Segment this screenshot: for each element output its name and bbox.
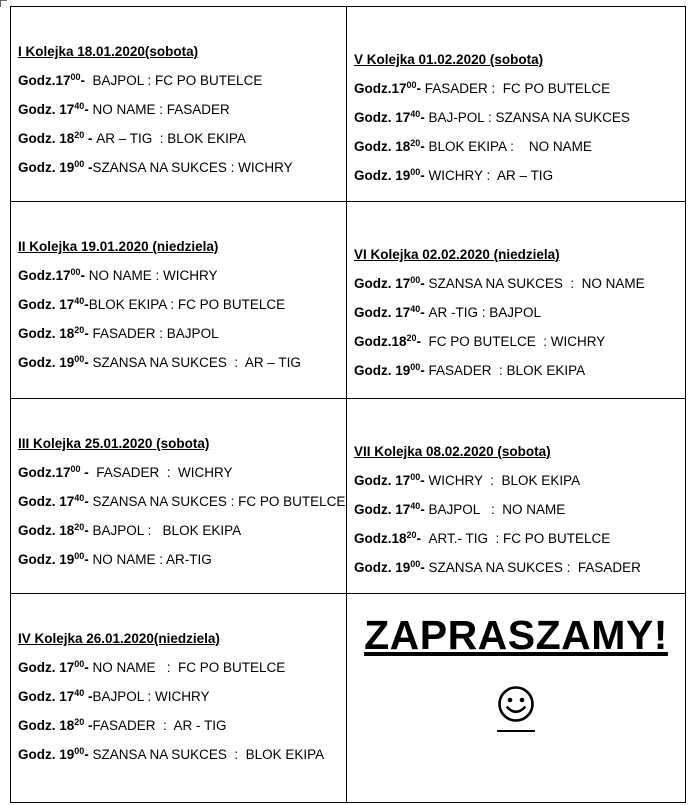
round-title: IV Kolejka 26.01.2020(niedziela) [18, 631, 220, 646]
match-time [18, 660, 93, 675]
match-line [18, 689, 346, 705]
match-separator: - [420, 502, 429, 517]
match-time [18, 297, 89, 312]
match-minutes: 00 [410, 472, 421, 482]
match-teams: ART.- TIG : FC PO BUTELCE [428, 531, 611, 546]
match-teams: FASADER : BLOK EKIPA [428, 363, 586, 378]
match-teams: SZANSA NA SUKCES : BLOK EKIPA [92, 747, 325, 762]
match-line [354, 139, 685, 155]
match-teams: FASADER : WICHRY [96, 465, 233, 480]
match-teams: AR -TIG : BAJPOL [428, 305, 542, 320]
match-line [18, 73, 346, 89]
match-line [354, 560, 685, 576]
match-minutes: 20 [74, 717, 85, 727]
match-line [18, 326, 346, 342]
match-hour: Godz. 19 [18, 160, 75, 175]
match-time [354, 305, 429, 320]
match-separator: - [420, 473, 429, 488]
round-cell [11, 202, 347, 399]
match-separator: - [416, 81, 425, 96]
match-hour: Godz. 19 [18, 355, 75, 370]
match-separator: - [420, 139, 429, 154]
match-time [18, 268, 89, 283]
match-separator: - [420, 363, 429, 378]
match-minutes: 00 [410, 559, 421, 569]
round-title: V Kolejka 01.02.2020 (sobota) [354, 52, 544, 67]
match-hour: Godz. 17 [18, 494, 75, 509]
smiley-face-icon [497, 685, 535, 732]
round-cell [11, 399, 347, 594]
match-line [354, 531, 685, 547]
match-hour: Godz. 19 [18, 552, 75, 567]
match-line [354, 305, 685, 321]
round-cell [11, 594, 347, 803]
match-teams: NO NAME : FASADER [92, 102, 230, 117]
match-separator: - [84, 660, 93, 675]
match-line [354, 473, 685, 489]
match-teams: NO NAME : FC PO BUTELCE [92, 660, 286, 675]
match-time [18, 747, 93, 762]
match-minutes: 00 [410, 167, 421, 177]
match-separator: - [84, 355, 93, 370]
match-hour: Godz. 18 [354, 139, 411, 154]
match-hour: Godz. 17 [354, 502, 411, 517]
match-time [18, 552, 93, 567]
match-time [18, 718, 93, 733]
match-time [18, 160, 93, 175]
match-hour: Godz. 17 [18, 660, 75, 675]
match-separator: - [420, 110, 429, 125]
match-minutes: 00 [74, 354, 85, 364]
match-line [18, 552, 346, 568]
match-hour: Godz. 18 [18, 523, 75, 538]
match-hour: Godz. 17 [18, 297, 75, 312]
match-time [18, 131, 96, 146]
match-teams: WICHRY : BLOK EKIPA [428, 473, 581, 488]
match-teams: BAJPOL : BLOK EKIPA [92, 523, 242, 538]
match-separator: - [420, 168, 429, 183]
match-time [354, 363, 429, 378]
match-teams: SZANSA NA SUKCES : FC PO BUTELCE [92, 494, 346, 509]
match-separator: - [420, 560, 429, 575]
match-time [18, 355, 93, 370]
match-separator: - [416, 531, 429, 546]
match-time [18, 523, 93, 538]
match-separator: - [80, 465, 97, 480]
round-title: VII Kolejka 08.02.2020 (sobota) [354, 444, 551, 459]
match-line [18, 718, 346, 734]
match-hour: Godz. 19 [354, 560, 411, 575]
round-cell [11, 7, 347, 202]
match-minutes: 40 [74, 101, 85, 111]
match-teams: SZANSA NA SUKCES : AR – TIG [92, 355, 301, 370]
match-time [18, 326, 93, 341]
match-minutes: 20 [406, 333, 417, 343]
match-separator: - [84, 131, 97, 146]
round-title: VI Kolejka 02.02.2020 (niedziela) [354, 247, 560, 262]
match-separator: - [84, 326, 93, 341]
match-line [354, 110, 685, 126]
match-line [18, 660, 346, 676]
match-minutes: 00 [410, 275, 421, 285]
match-time [18, 73, 93, 88]
match-separator: - [84, 102, 93, 117]
match-minutes: 00 [74, 159, 85, 169]
match-minutes: 20 [410, 138, 421, 148]
match-hour: Godz. 17 [354, 305, 411, 320]
match-teams: AR – TIG : BLOK EKIPA [96, 131, 246, 146]
match-separator: - [420, 305, 429, 320]
match-minutes: 00 [70, 464, 81, 474]
match-separator: - [416, 334, 429, 349]
match-separator: - [420, 276, 429, 291]
match-line [354, 276, 685, 292]
match-hour: Godz. 17 [354, 110, 411, 125]
match-teams: WICHRY : AR – TIG [428, 168, 554, 183]
match-hour: Godz. 17 [18, 689, 75, 704]
match-minutes: 00 [406, 80, 417, 90]
match-teams: SZANSA NA SUKCES : WICHRY [92, 160, 293, 175]
match-minutes: 00 [70, 267, 81, 277]
match-hour: Godz. 18 [18, 326, 75, 341]
match-teams: BAJPOL : WICHRY [92, 689, 210, 704]
match-line [18, 523, 346, 539]
invitation-heading: ZAPRASZAMY! [364, 612, 668, 658]
match-teams: BAJ-POL : SZANSA NA SUKCES [428, 110, 630, 125]
match-time [354, 110, 429, 125]
match-hour: Godz.17 [18, 465, 71, 480]
match-teams: BLOK EKIPA : NO NAME [428, 139, 592, 154]
match-separator: - [84, 160, 93, 175]
match-line [18, 494, 346, 510]
match-separator: - [80, 73, 93, 88]
match-separator: - [84, 297, 89, 312]
match-minutes: 00 [74, 551, 85, 561]
match-line [18, 465, 346, 481]
match-time [18, 465, 96, 480]
match-separator: - [80, 268, 89, 283]
match-time [354, 560, 429, 575]
match-line [18, 355, 346, 371]
match-minutes: 40 [410, 501, 421, 511]
match-hour: Godz.18 [354, 334, 407, 349]
round-title: III Kolejka 25.01.2020 (sobota) [18, 436, 210, 451]
match-separator: - [84, 689, 93, 704]
match-separator: - [84, 718, 93, 733]
round-title: I Kolejka 18.01.2020(sobota) [18, 44, 199, 59]
match-minutes: 20 [74, 522, 85, 532]
match-minutes: 20 [406, 530, 417, 540]
round-cell [347, 202, 686, 399]
match-teams: NO NAME : WICHRY [88, 268, 218, 283]
match-hour: Godz.17 [18, 73, 71, 88]
match-minutes: 40 [410, 109, 421, 119]
round-cell [347, 7, 686, 202]
match-hour: Godz. 19 [18, 747, 75, 762]
page-corner-mark [0, 0, 7, 7]
match-minutes: 20 [74, 130, 85, 140]
match-line [354, 334, 685, 350]
match-minutes: 40 [74, 296, 85, 306]
match-minutes: 40 [74, 493, 85, 503]
invitation-cell [347, 594, 686, 803]
match-minutes: 40 [410, 304, 421, 314]
match-line [18, 268, 346, 284]
match-minutes: 00 [74, 746, 85, 756]
match-hour: Godz.17 [18, 268, 71, 283]
match-minutes: 00 [70, 72, 81, 82]
match-teams: SZANSA NA SUKCES : NO NAME [428, 276, 645, 291]
match-separator: - [84, 494, 93, 509]
match-hour: Godz.18 [354, 531, 407, 546]
match-minutes: 40 [74, 688, 85, 698]
match-line [18, 747, 346, 763]
match-hour: Godz. 18 [18, 131, 75, 146]
match-time [354, 168, 429, 183]
match-teams: FASADER : AR - TIG [92, 718, 227, 733]
match-line [18, 102, 346, 118]
match-teams: FC PO BUTELCE : WICHRY [428, 334, 606, 349]
match-time [18, 102, 93, 117]
match-separator: - [84, 523, 93, 538]
match-minutes: 00 [74, 659, 85, 669]
match-hour: Godz. 18 [18, 718, 75, 733]
match-hour: Godz. 17 [354, 473, 411, 488]
match-separator: - [84, 552, 93, 567]
match-line [18, 160, 346, 176]
match-line [354, 168, 685, 184]
match-line [354, 502, 685, 518]
match-hour: Godz.17 [354, 81, 407, 96]
match-line [354, 363, 685, 379]
match-time [354, 531, 429, 546]
match-hour: Godz. 17 [354, 276, 411, 291]
match-time [18, 689, 93, 704]
match-teams: BLOK EKIPA : FC PO BUTELCE [88, 297, 286, 312]
match-teams: FASADER : BAJPOL [92, 326, 219, 341]
round-cell [347, 399, 686, 594]
match-time [354, 334, 429, 349]
match-time [18, 494, 93, 509]
match-line [18, 297, 346, 313]
match-minutes: 00 [410, 362, 421, 372]
match-teams: BAJPOL : NO NAME [428, 502, 566, 517]
match-hour: Godz. 19 [354, 363, 411, 378]
match-teams: FASADER : FC PO BUTELCE [424, 81, 611, 96]
match-teams: NO NAME : AR-TIG [92, 552, 212, 567]
match-separator: - [84, 747, 93, 762]
match-time [354, 276, 429, 291]
round-title: II Kolejka 19.01.2020 (niedziela) [18, 239, 219, 254]
match-teams: SZANSA NA SUKCES : FASADER [428, 560, 641, 575]
match-minutes: 20 [74, 325, 85, 335]
match-hour: Godz. 17 [18, 102, 75, 117]
match-time [354, 81, 425, 96]
match-hour: Godz. 19 [354, 168, 411, 183]
schedule-table [10, 6, 686, 803]
match-time [354, 139, 429, 154]
match-time [354, 502, 429, 517]
match-time [354, 473, 429, 488]
match-line [354, 81, 685, 97]
match-teams: BAJPOL : FC PO BUTELCE [92, 73, 263, 88]
match-line [18, 131, 346, 147]
